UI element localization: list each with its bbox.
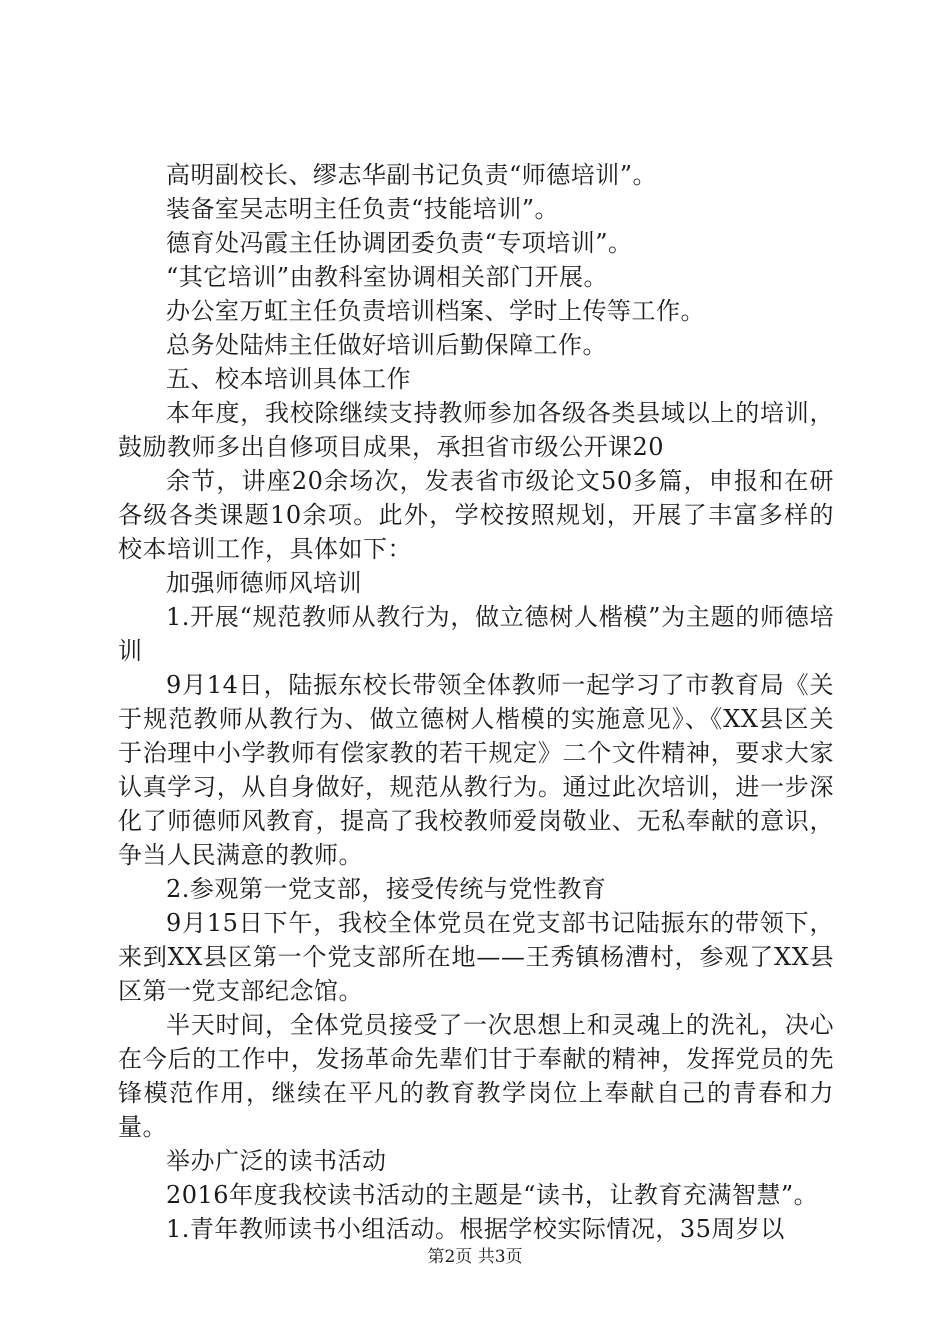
paragraph-office-duty: 办公室万虹主任负责培训档案、学时上传等工作。 (166, 297, 705, 325)
paragraph-logistics-duty: 总务处陆炜主任做好培训后勤保障工作。 (166, 331, 607, 359)
page-footer: 第2页 共3页 (427, 1247, 523, 1267)
item-party-visit: 2.参观第一党支部，接受传统与党性教育 (166, 875, 607, 903)
item-ethics-theme: 1.开展“规范教师从教行为，做立德树人楷模”为主题的师德培训 (118, 603, 834, 665)
paragraph-half-day: 半天时间，全体党员接受了一次思想上和灵魂上的洗礼，决心在今后的工作中，发扬革命先辈们甘于奉献的精神，发挥党员的先锋模范作用，继续在平凡的教育教学岗位上奉献自己的青春和力量。 (118, 1011, 834, 1141)
subheading-reading: 举办广泛的读书活动 (166, 1147, 387, 1175)
paragraph-sept15: 9月15日下午，我校全体党员在党支部书记陆振东的带领下，来到XX县区第一个党支部所在地——王秀镇杨漕村，参观了XX县区第一党支部纪念馆。 (118, 909, 834, 1005)
paragraph-annual-overview: 本年度，我校除继续支持教师参加各级各类县域以上的培训，鼓励教师多出自修项目成果，承担省市级公开课20 (118, 399, 834, 461)
section-heading-five: 五、校本培训具体工作 (166, 365, 411, 393)
paragraph-annual-results: 余节，讲座20余场次，发表省市级论文50多篇，申报和在研各级各类课题10余项。此外，学校按照规划，开展了丰富多样的校本培训工作，具体如下： (118, 467, 834, 563)
paragraph-skills-duty: 装备室吴志明主任负责“技能培训”。 (166, 195, 560, 223)
paragraph-sept14: 9月14日，陆振东校长带领全体教师一起学习了市教育局《关于规范教师从教行为、做立德树人楷模的实施意见》、《XX县区关于治理中小学教师有偿家教的若干规定》二个文件精神，要求大家认真学习，从自身做好，规范从教行为。通过此次培训，进一步深化了师德师风教育，提高了我校教师爱岗敬业、无私奉献的意识，争当人民满意的教师。 (118, 671, 834, 869)
paragraph-special-duty: 德育处冯霞主任协调团委负责“专项培训”。 (166, 229, 633, 257)
item-youth-reading: 1.青年教师读书小组活动。根据学校实际情况，35周岁以 (166, 1215, 785, 1243)
document-body (118, 158, 834, 1246)
paragraph-ethics-duty: 高明副校长、缪志华副书记负责“师德培训”。 (166, 161, 658, 189)
subheading-ethics-training: 加强师德师风培训 (166, 569, 362, 597)
paragraph-other-training: “其它培训”由教科室协调相关部门开展。 (166, 263, 609, 291)
paragraph-reading-theme: 2016年度我校读书活动的主题是“读书，让教育充满智慧”。 (166, 1181, 819, 1209)
